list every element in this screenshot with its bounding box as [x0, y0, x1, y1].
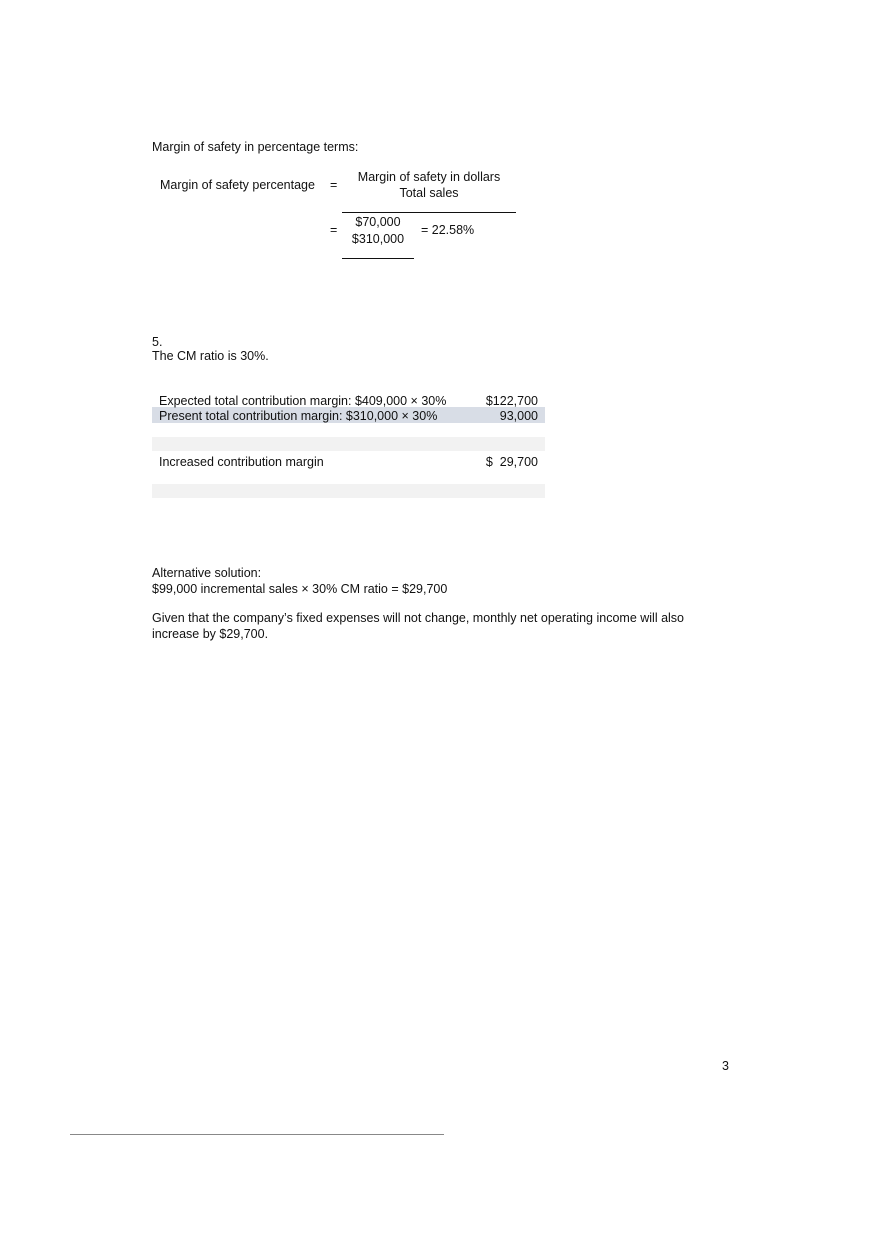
table-row-label: Expected total contribution margin: $409,000 × 30% — [159, 394, 447, 408]
table-row-amount: $122,700 — [485, 394, 538, 408]
table-row-label: Present total contribution margin: $310,000 × 30% — [159, 409, 438, 423]
alt-solution-line: $99,000 incremental sales × 30% CM ratio = $29,700 — [152, 582, 448, 596]
value-rule — [342, 258, 414, 259]
section-heading: Margin of safety in percentage terms: — [152, 140, 359, 154]
table-row-label: Increased contribution margin — [159, 455, 324, 469]
cm-ratio-text: The CM ratio is 30%. — [152, 349, 269, 363]
row-shading-band — [152, 484, 545, 498]
table-row-amount: $ 29,700 — [485, 455, 538, 469]
equals-sign: = — [330, 223, 338, 237]
result-value: = 22.58% — [421, 223, 475, 237]
footer-rule — [70, 1134, 440, 1135]
alt-solution-heading: Alternative solution: — [152, 566, 262, 580]
footer-rule-tick — [440, 1134, 444, 1135]
section-number: 5. — [152, 335, 163, 349]
numerator-value: $70,000 — [355, 215, 401, 229]
conclusion-text: increase by $29,700. — [152, 627, 269, 641]
conclusion-text: Given that the company’s fixed expenses will not change, monthly net operating income will also — [152, 611, 685, 625]
formula-label: Margin of safety percentage — [160, 178, 315, 192]
equals-sign: = — [330, 178, 338, 192]
denominator-label: Total sales — [399, 186, 459, 200]
table-row-amount: 93,000 — [499, 409, 538, 423]
page-number: 3 — [722, 1059, 729, 1073]
row-shading-band — [152, 437, 545, 451]
fraction-rule — [342, 212, 516, 213]
denominator-value: $310,000 — [351, 232, 405, 246]
numerator-label: Margin of safety in dollars — [357, 170, 501, 184]
